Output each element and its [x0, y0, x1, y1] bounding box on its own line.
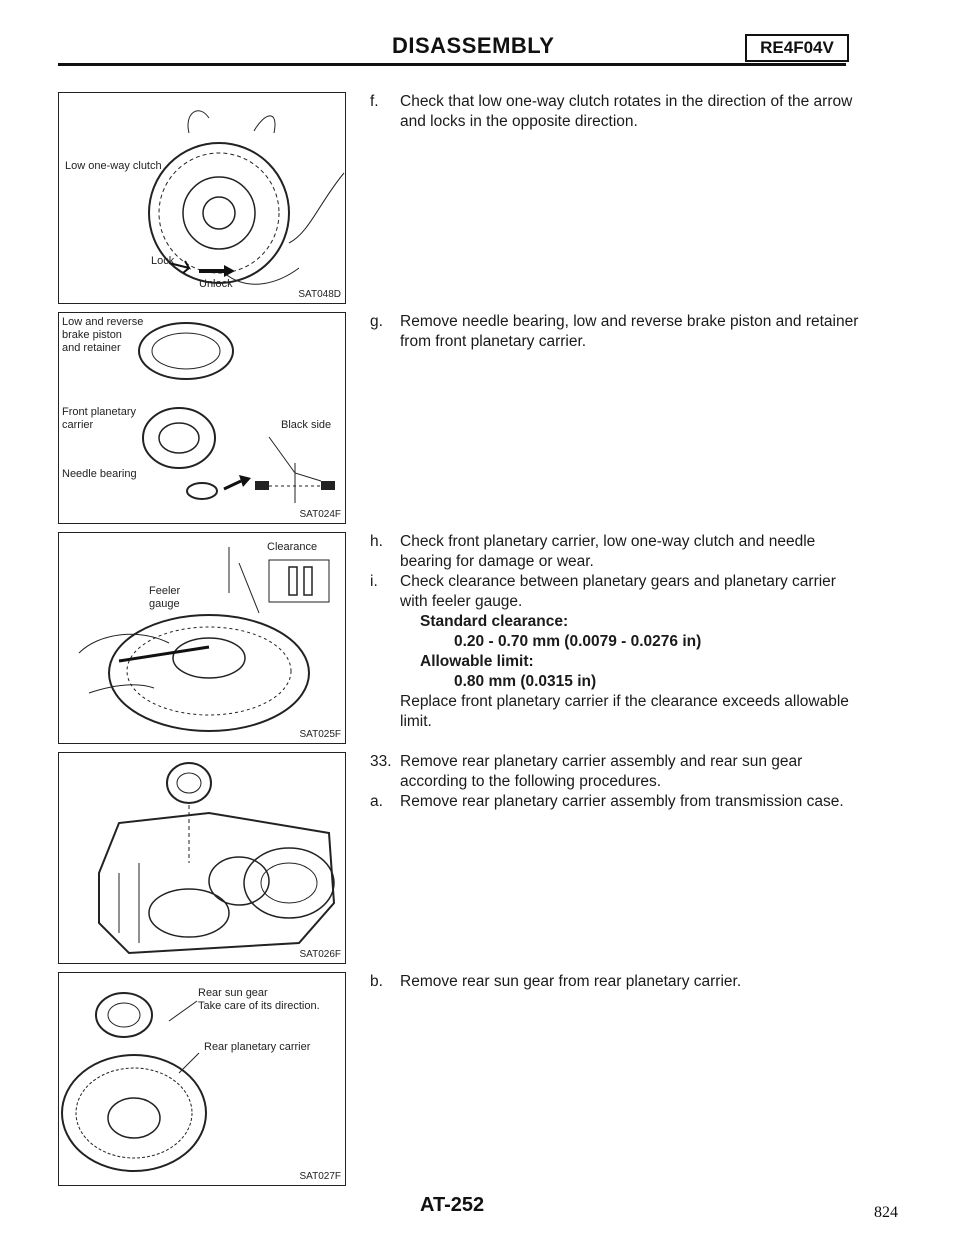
model-badge: RE4F04V: [745, 34, 849, 62]
label-rear-sun-gear: Rear sun gear: [198, 987, 268, 999]
label-low-one-way-clutch: Low one-way clutch: [65, 160, 162, 172]
allowable-limit-label: Allowable limit:: [420, 653, 534, 670]
step-marker: g.: [370, 313, 383, 330]
step-marker: i.: [370, 573, 378, 590]
figure-code: SAT026F: [299, 949, 341, 960]
standard-clearance-value: 0.20 - 0.70 mm (0.0079 - 0.0276 in): [454, 633, 702, 650]
page-code: AT-252: [420, 1194, 485, 1216]
figure-code: SAT025F: [299, 729, 341, 740]
step-text: Check that low one-way clutch rotates in the direction of the arrow and locks in the opposite direction.: [400, 93, 853, 130]
figure-rear-sun-gear: [58, 972, 346, 1186]
label-direction-note: Take care of its direction.: [198, 1000, 320, 1012]
standard-clearance-label: Standard clearance:: [420, 613, 569, 630]
step-text: Check front planetary carrier, low one-way clutch and needle bearing for damage or wear.: [400, 533, 816, 570]
figure-rear-carrier-removal: [58, 752, 346, 964]
header-rule: [58, 63, 846, 66]
label-brake-piston: Low and reverse brake piston and retainer: [62, 316, 144, 354]
page-title: DISASSEMBLY: [392, 33, 555, 58]
clutch-illustration: [59, 93, 345, 303]
label-clearance: Clearance: [267, 541, 318, 553]
label-feeler-gauge: Feeler gauge: [149, 585, 181, 610]
step-g: [370, 312, 860, 352]
step-marker: f.: [370, 93, 379, 110]
label-black-side: Black side: [281, 419, 332, 431]
figure-feeler-gauge: [58, 532, 346, 744]
feeler-gauge-illustration: [59, 533, 345, 743]
step-b: [370, 972, 860, 992]
step-f: [370, 92, 860, 132]
step-text: Check clearance between planetary gears and planetary carrier with feeler gauge.: [400, 573, 836, 610]
figure-low-one-way-clutch: [58, 92, 346, 304]
step-marker: h.: [370, 533, 383, 550]
step-text: Remove rear planetary carrier assembly from transmission case.: [400, 793, 844, 810]
figure-code: SAT024F: [299, 509, 341, 520]
figure-code: SAT048D: [298, 289, 341, 300]
step-text: Remove needle bearing, low and reverse brake piston and retainer from front planetary carrier.: [400, 313, 859, 350]
transmission-case-illustration: [59, 753, 345, 963]
label-front-planetary-carrier: Front planetary carrier: [62, 406, 136, 431]
label-lock: Lock: [151, 255, 175, 267]
step-33: [370, 752, 860, 792]
figure-code: SAT027F: [299, 1171, 341, 1182]
label-rear-planetary-carrier: Rear planetary carrier: [204, 1041, 311, 1053]
step-marker: a.: [370, 793, 383, 810]
allowable-limit-value: 0.80 mm (0.0315 in): [454, 673, 597, 690]
label-unlock: Unlock: [199, 278, 233, 290]
step-marker: b.: [370, 973, 383, 990]
step-i: [370, 572, 860, 732]
replace-note: Replace front planetary carrier if the clearance exceeds allowable limit.: [400, 693, 849, 730]
figure-piston-carrier-bearing: [58, 312, 346, 524]
step-marker: 33.: [370, 753, 392, 770]
page-number: 824: [874, 1204, 898, 1221]
step-h: [370, 532, 860, 572]
step-text: Remove rear planetary carrier assembly and rear sun gear according to the following procedures.: [400, 753, 803, 790]
step-text: Remove rear sun gear from rear planetary carrier.: [400, 973, 742, 990]
step-a: [370, 792, 860, 812]
label-needle-bearing: Needle bearing: [62, 468, 137, 480]
